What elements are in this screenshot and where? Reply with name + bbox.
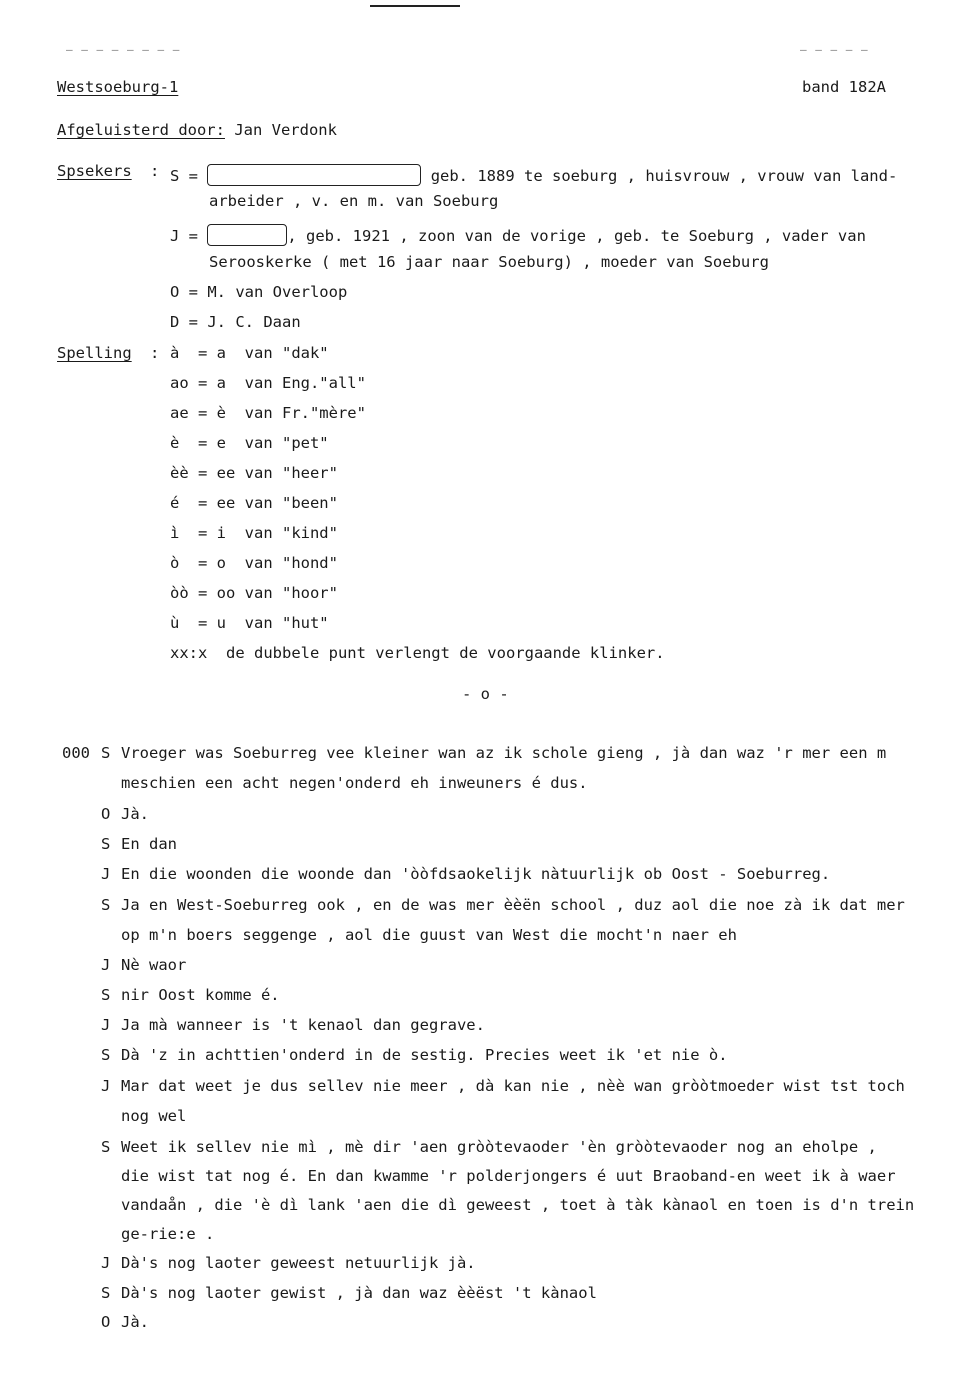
listened-by-label: Afgeluisterd door: [57, 121, 225, 139]
speaker-code: J [101, 1254, 111, 1272]
speaker-code: S [101, 744, 111, 762]
transcript-line [0, 1018, 979, 1038]
spelling-row: èè = ee van "heer" [170, 464, 338, 482]
transcript-line [0, 1079, 979, 1099]
document-title: Westsoeburg-1 [57, 78, 179, 96]
speakers-colon: : [150, 162, 160, 180]
spelling-row: ò = o van "hond" [170, 554, 338, 572]
speaker-code: J [101, 1016, 111, 1034]
speaker-code: S [101, 1046, 111, 1064]
transcript-line [0, 1198, 979, 1218]
speaker-code: S [101, 896, 111, 914]
transcript-line [0, 1169, 979, 1189]
utterance-text: Weet ik sellev nie mì , mè dir 'aen gròòtevaoder 'èn gròòtevaoder nog an eholpe , [121, 1138, 877, 1156]
scan-noise-right: – – – – – [800, 43, 869, 56]
speaker-d-entry: D = J. C. Daan [170, 313, 301, 331]
listener-name: Jan Verdonk [224, 121, 337, 139]
speaker-o-entry: O = M. van Overloop [170, 283, 348, 301]
speaker-code: J [101, 956, 111, 974]
speaker-j-prefix: J = [170, 227, 198, 245]
transcript-line [0, 746, 979, 766]
transcript-line [0, 898, 979, 918]
spelling-row: ù = u van "hut" [170, 614, 329, 632]
speaker-code: S [101, 986, 111, 1004]
speaker-s-description-cont: arbeider , v. en m. van Soeburg [209, 192, 499, 210]
speaker-j-description: , geb. 1921 , zoon van de vorige , geb. te Soeburg , vader van [287, 227, 866, 245]
spelling-row: ì = i van "kind" [170, 524, 338, 542]
transcript-line [0, 928, 979, 948]
utterance-text: Dà 'z in achttien'onderd in de sestig. Precies weet ik 'et nie ò. [121, 1046, 728, 1064]
transcript-line [0, 776, 979, 796]
band-number: band 182A [802, 78, 886, 96]
speaker-code: S [101, 1284, 111, 1302]
tape-counter: 000 [62, 744, 90, 762]
utterance-text: ge-rie:e . [121, 1225, 215, 1243]
speaker-code: J [101, 1077, 111, 1095]
speaker-j-description-cont: Serooskerke ( met 16 jaar naar Soeburg) , moeder van Soeburg [209, 253, 769, 271]
transcript-line [0, 1315, 979, 1335]
utterance-text: meschien een acht negen'onderd eh inweuners é dus. [121, 774, 588, 792]
section-divider: - o - [462, 685, 509, 703]
utterance-text: Nè waor [121, 956, 187, 974]
spelling-row: à = a van "dak" [170, 344, 329, 362]
speaker-code: S [101, 1138, 111, 1156]
transcript-line [0, 1227, 979, 1247]
transcript-line [0, 837, 979, 857]
spelling-row: ae = è van Fr."mère" [170, 404, 366, 422]
utterance-text: En dan [121, 835, 177, 853]
speakers-label: Spsekers [57, 162, 132, 180]
spelling-row: è = e van "pet" [170, 434, 329, 452]
utterance-text: Jà. [121, 1313, 149, 1331]
utterance-text: En die woonden die woonde dan 'òòfdsaokelijk nàtuurlijk ob Oost - Soeburreg. [121, 865, 831, 883]
spelling-label: Spelling [57, 344, 132, 362]
speaker-s-prefix: S = [170, 167, 198, 185]
transcript-line [0, 807, 979, 827]
utterance-text: Mar dat weet je dus sellev nie meer , dà kan nie , nèè wan gròòtmoeder wist tst toch [121, 1077, 905, 1095]
redacted-name-box [207, 164, 421, 186]
spelling-row: é = ee van "been" [170, 494, 338, 512]
listened-by-line [57, 123, 337, 139]
transcript-line [0, 1286, 979, 1306]
transcript-line [0, 1109, 979, 1129]
utterance-text: op m'n boers seggenge , aol die guust van West die mocht'n naer eh [121, 926, 737, 944]
transcript-line [0, 1140, 979, 1160]
utterance-text: nog wel [121, 1107, 187, 1125]
top-scan-rule [370, 5, 460, 7]
utterance-text: Jà. [121, 805, 149, 823]
speaker-code: J [101, 865, 111, 883]
transcript-line [0, 1256, 979, 1276]
utterance-text: Ja en West-Soeburreg ook , en de was mer èèën school , duz aol die noe zà ik dat mer [121, 896, 905, 914]
redacted-name-box [207, 224, 287, 246]
speaker-s-entry [170, 164, 897, 186]
speaker-s-description: geb. 1889 te soeburg , huisvrouw , vrouw van land- [430, 167, 898, 185]
transcript-line [0, 958, 979, 978]
speaker-code: O [101, 805, 111, 823]
utterance-text: die wist tat nog é. En dan kwamme 'r polderjongers é uut Braoband-en weet ik à waer [121, 1167, 896, 1185]
transcript-line [0, 988, 979, 1008]
spelling-row: ao = a van Eng."all" [170, 374, 366, 392]
utterance-text: Dà's nog laoter gewist , jà dan waz èèëst 't kànaol [121, 1284, 597, 1302]
spelling-row: òò = oo van "hoor" [170, 584, 338, 602]
spelling-row: xx:x de dubbele punt verlengt de voorgaande klinker. [170, 644, 665, 662]
transcript-line [0, 1048, 979, 1068]
speaker-code: O [101, 1313, 111, 1331]
transcript-line [0, 867, 979, 887]
utterance-text: nir Oost komme é. [121, 986, 280, 1004]
utterance-text: Vroeger was Soeburreg vee kleiner wan az ik schole gieng , jà dan waz 'r mer een m [121, 744, 887, 762]
speaker-code: S [101, 835, 111, 853]
utterance-text: vandaån , die 'è dì lank 'aen die dì geweest , toet à tàk kànaol en toen is d'n trein [121, 1196, 915, 1214]
utterance-text: Dà's nog laoter geweest netuurlijk jà. [121, 1254, 476, 1272]
speaker-j-entry [170, 224, 866, 246]
spelling-colon: : [150, 344, 160, 362]
scan-noise-left: – – – – – – – – [66, 43, 181, 56]
utterance-text: Ja mà wanneer is 't kenaol dan gegrave. [121, 1016, 485, 1034]
